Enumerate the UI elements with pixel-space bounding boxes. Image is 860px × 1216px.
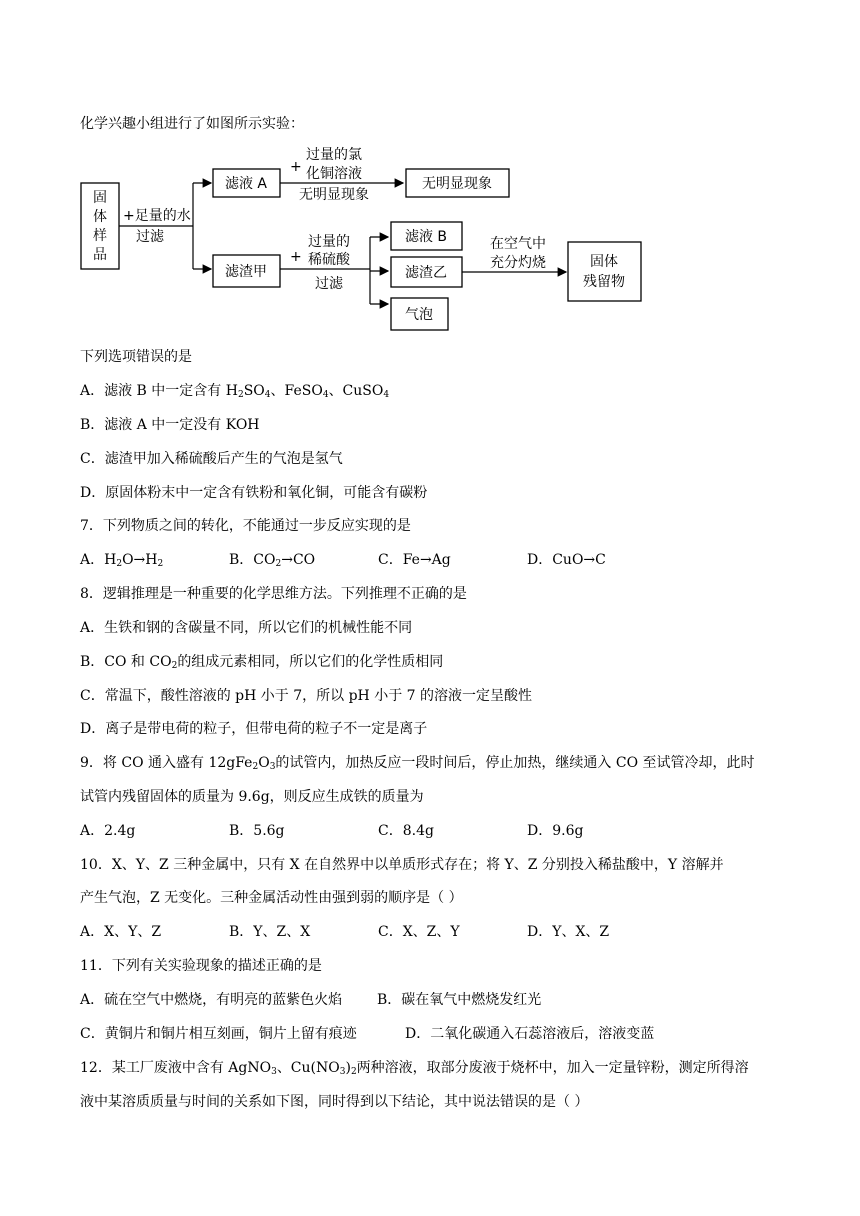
q8-option-d: D．离子是带电荷的粒子，但带电荷的粒子不一定是离子: [80, 721, 428, 737]
step4-line1: 在空气中: [490, 236, 546, 252]
step2-line1: 过量的氯: [306, 147, 362, 163]
q8-option-a: A．生铁和钢的含碳量不同，所以它们的机械性能不同: [80, 620, 413, 636]
sample-char-1: 固: [93, 190, 107, 206]
residue-jia-label: 滤渣甲: [225, 264, 267, 280]
experiment-flow-diagram: [78, 140, 678, 335]
q9-option-a: A．2.4g: [80, 823, 136, 839]
q9-stem-line1: 9．将 CO 通入盛有 $12gFe_2O_3$的试管内，加热反应一段时间后，停止加热，继续通入 CO 至试管冷却，此时: [80, 755, 755, 772]
q7-option-b: B．$CO_2\to CO$: [229, 552, 316, 569]
step2-note: 无明显现象: [299, 187, 369, 203]
q9-stem-line2: 试管内残留固体的质量为 9.6g，则反应生成铁的质量为: [80, 789, 424, 805]
step2-line2: 化铜溶液: [306, 166, 362, 182]
q12-stem-line1: 12．某工厂废液中含有 AgNO$_3$、$Cu(NO_3)_2$两种溶液，取部分废液于烧杯中，加入一定量锌粉，测定所得溶: [80, 1060, 749, 1077]
q8-option-c: C．常温下，酸性溶液的 pH 小于 7，所以 pH 小于 7 的溶液一定呈酸性: [80, 688, 533, 704]
q6-option-a: A．滤液 B 中一定含有 $H_2SO_4$、FeSO$_4$、CuSO$_4$: [80, 383, 390, 400]
q6-option-b: B．滤液 A 中一定没有 KOH: [80, 417, 260, 433]
q7-option-c: C．Fe→Ag: [378, 552, 451, 568]
bubbles-label: 气泡: [405, 307, 433, 323]
step1-label: +足量的水: [123, 208, 191, 224]
q7-option-d: D．CuO→C: [527, 552, 606, 568]
q12-stem-line2: 液中某溶质质量与时间的关系如下图，同时得到以下结论，其中说法错误的是（ ）: [80, 1094, 589, 1110]
q10-option-d: D．Y、X、Z: [527, 924, 610, 940]
q10-option-b: B．Y、Z、X: [229, 924, 311, 940]
q11-option-a: A．硫在空气中燃烧，有明亮的蓝紫色火焰: [80, 992, 343, 1008]
residue-yi-label: 滤渣乙: [405, 265, 447, 281]
sample-char-2: 体: [93, 209, 107, 225]
q10-stem-line1: 10．X、Y、Z 三种金属中，只有 X 在自然界中以单质形式存在；将 Y、Z 分别投入稀盐酸中，Y 溶解并: [80, 857, 724, 873]
q9-option-d: D．9.6g: [527, 823, 584, 839]
q11-option-c: C．黄铜片和铜片相互刻画，铜片上留有痕迹: [80, 1026, 357, 1042]
step1-filter: 过滤: [136, 229, 164, 245]
q9-option-c: C．8.4g: [378, 823, 434, 839]
final-line2: 残留物: [583, 274, 625, 290]
final-residue-box: [568, 242, 641, 301]
step3-filter: 过滤: [315, 276, 343, 292]
step2-plus: +: [290, 159, 302, 175]
q11-stem: 11．下列有关实验现象的描述正确的是: [80, 958, 322, 974]
q10-option-c: C．X、Z、Y: [378, 924, 460, 940]
sample-char-4: 品: [93, 247, 107, 263]
step3-line2: 稀硫酸: [308, 252, 350, 268]
q6-stem: 下列选项错误的是: [80, 349, 192, 365]
q8-stem: 8．逻辑推理是一种重要的化学思维方法。下列推理不正确的是: [80, 586, 467, 602]
step4-line2: 充分灼烧: [490, 255, 546, 271]
q10-option-a: A．X、Y、Z: [80, 924, 162, 940]
q9-option-b: B．5.6g: [229, 823, 285, 839]
intro-text: 化学兴趣小组进行了如图所示实验：: [80, 116, 304, 132]
q7-option-a: A．$H_2O\to H_2$: [80, 552, 164, 569]
q10-stem-line2: 产生气泡，Z 无变化。三种金属活动性由强到弱的顺序是（ ）: [80, 890, 463, 906]
final-line1: 固体: [590, 254, 618, 270]
q8-option-b: B．CO 和 $CO_2$的组成元素相同，所以它们的化学性质相同: [80, 654, 444, 671]
q7-stem: 7．下列物质之间的转化，不能通过一步反应实现的是: [80, 518, 411, 534]
q11-option-b: B．碳在氧气中燃烧发红光: [377, 992, 542, 1008]
q11-option-d: D．二氧化碳通入石蕊溶液后，溶液变蓝: [405, 1026, 655, 1042]
step3-line1: 过量的: [308, 234, 350, 250]
filtrate-a-label: 滤液 A: [224, 176, 268, 192]
q6-option-c: C．滤渣甲加入稀硫酸后产生的气泡是氢气: [80, 451, 343, 467]
step3-plus: +: [290, 249, 302, 265]
sample-char-3: 样: [93, 228, 107, 244]
filtrate-b-label: 滤液 B: [404, 229, 448, 245]
q6-option-d: D．原固体粉末中一定含有铁粉和氧化铜，可能含有碳粉: [80, 485, 428, 501]
no-phenomenon-label: 无明显现象: [422, 176, 492, 192]
